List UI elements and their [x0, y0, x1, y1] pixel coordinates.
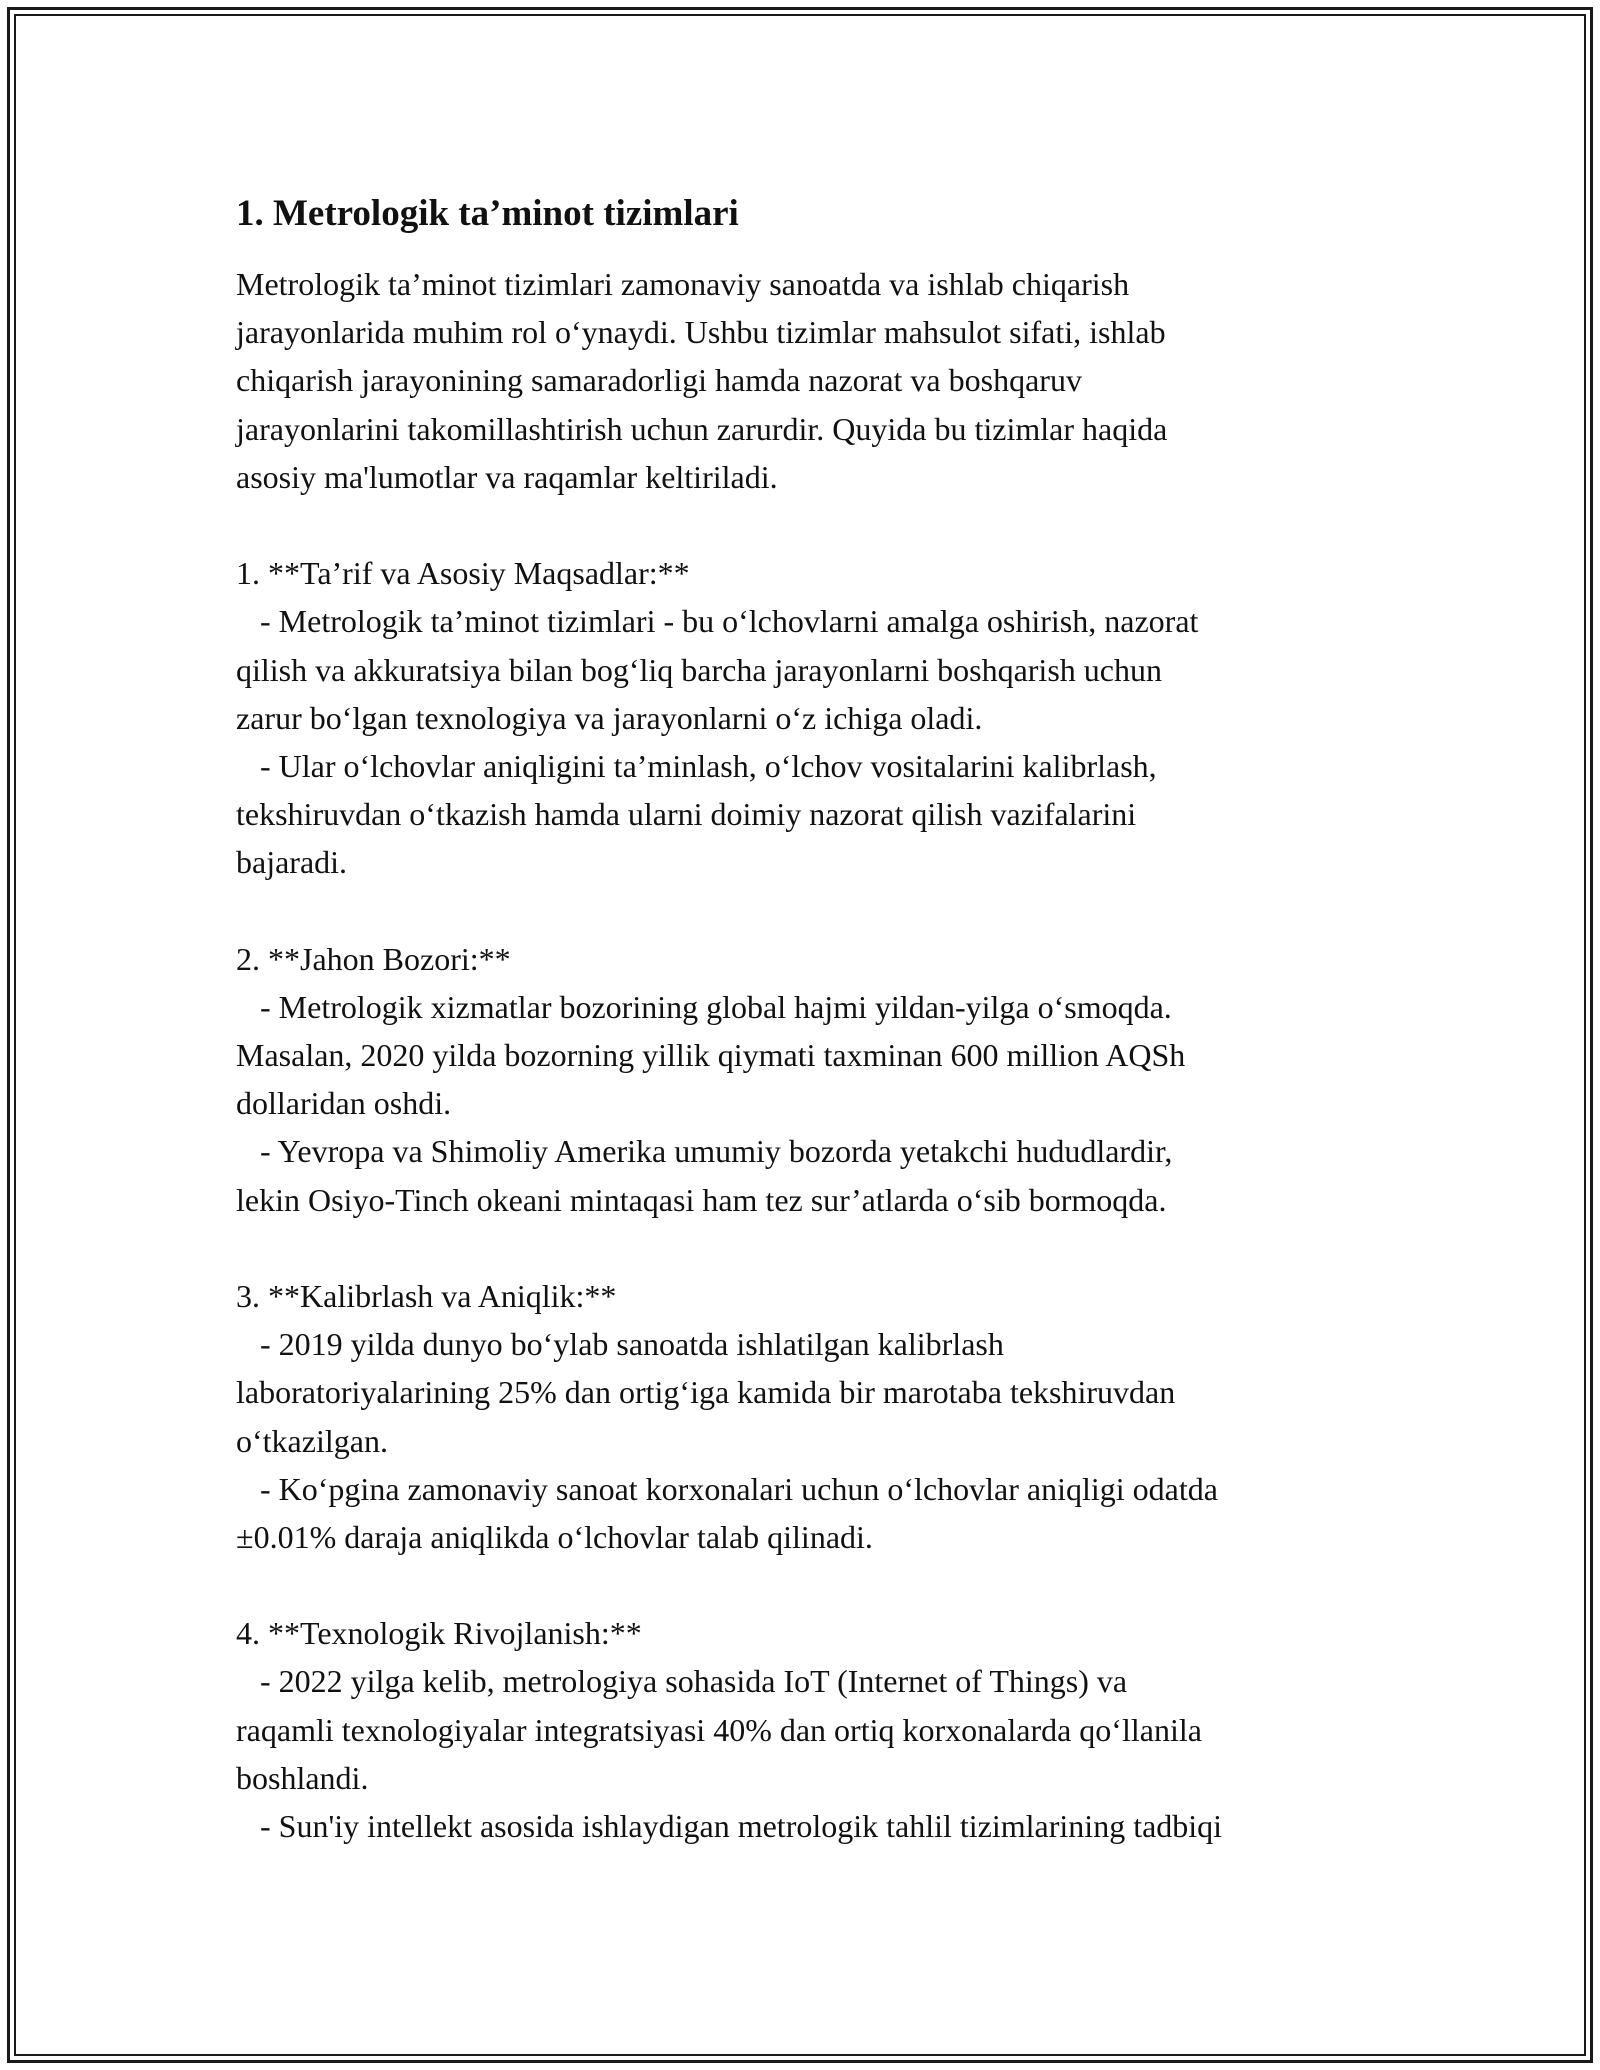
text-line: zarur bo‘lgan texnologiya va jarayonlarni o‘z ichiga oladi. [236, 699, 983, 736]
document-title: 1. Metrologik ta’minot tizimlari [236, 193, 739, 234]
text-line: - 2019 yilda dunyo bo‘ylab sanoatda ishlatilgan kalibrlash [236, 1326, 1004, 1363]
text-line: bajaradi. [236, 844, 348, 881]
text-line: - Ko‘pgina zamonaviy sanoat korxonalari uchun o‘lchovlar aniqligi odatda [236, 1470, 1218, 1507]
text-line: 2. **Jahon Bozori:** [236, 940, 511, 977]
document-body [236, 260, 1386, 1850]
text-line: raqamli texnologiyalar integratsiyasi 40% dan ortiq korxonalarda qo‘llanila [236, 1711, 1202, 1748]
text-line: - Metrologik xizmatlar bozorining global hajmi yildan-yilga o‘smoqda. [236, 988, 1172, 1025]
text-line: chiqarish jarayonining samaradorligi hamda nazorat va boshqaruv [236, 362, 1082, 399]
text-line: - Metrologik ta’minot tizimlari - bu o‘lchovlarni amalga oshirish, nazorat [236, 603, 1199, 640]
document-page [236, 184, 1386, 1850]
text-line: - Ular o‘lchovlar aniqligini ta’minlash, o‘lchov vositalarini kalibrlash, [236, 747, 1157, 784]
text-line: jarayonlarida muhim rol o‘ynaydi. Ushbu tizimlar mahsulot sifati, ishlab [236, 314, 1166, 351]
text-line: qilish va akkuratsiya bilan bog‘liq barcha jarayonlarni boshqarish uchun [236, 651, 1162, 688]
text-line: - Sun'iy intellekt asosida ishlaydigan metrologik tahlil tizimlarining tadbiqi [236, 1808, 1223, 1844]
text-line: Metrologik ta’minot tizimlari zamonaviy sanoatda va ishlab chiqarish [236, 266, 1130, 302]
text-line: 1. **Ta’rif va Asosiy Maqsadlar:** [236, 555, 690, 592]
text-line [236, 1561, 1386, 1609]
text-line: lekin Osiyo-Tinch okeani mintaqasi ham tez sur’atlarda o‘sib bormoqda. [236, 1181, 1167, 1218]
text-line: asosiy ma'lumotlar va raqamlar keltiriladi. [236, 458, 778, 495]
text-line: - 2022 yilga kelib, metrologiya sohasida IoT (Internet of Things) va [236, 1663, 1128, 1700]
text-line: 4. **Texnologik Rivojlanish:** [236, 1615, 642, 1652]
text-line [236, 886, 1386, 934]
text-line: tekshiruvdan o‘tkazish hamda ularni doimiy nazorat qilish vazifalarini [236, 796, 1137, 833]
text-line: laboratoriyalarining 25% dan ortig‘iga kamida bir marotaba tekshiruvdan [236, 1374, 1176, 1411]
text-line: boshlandi. [236, 1759, 369, 1796]
text-line [236, 501, 1386, 549]
text-line: ±0.01% daraja aniqlikda o‘lchovlar talab qilinadi. [236, 1518, 873, 1555]
text-line: o‘tkazilgan. [236, 1422, 388, 1459]
text-line: 3. **Kalibrlash va Aniqlik:** [236, 1277, 617, 1314]
text-line [236, 1224, 1386, 1272]
text-line: - Yevropa va Shimoliy Amerika umumiy bozorda yetakchi hududlardir, [236, 1133, 1173, 1170]
text-line: dollaridan oshdi. [236, 1085, 452, 1122]
text-line: jarayonlarini takomillashtirish uchun zarurdir. Quyida bu tizimlar haqida [236, 410, 1168, 447]
text-line: Masalan, 2020 yilda bozorning yillik qiymati taxminan 600 million AQSh [236, 1037, 1186, 1073]
